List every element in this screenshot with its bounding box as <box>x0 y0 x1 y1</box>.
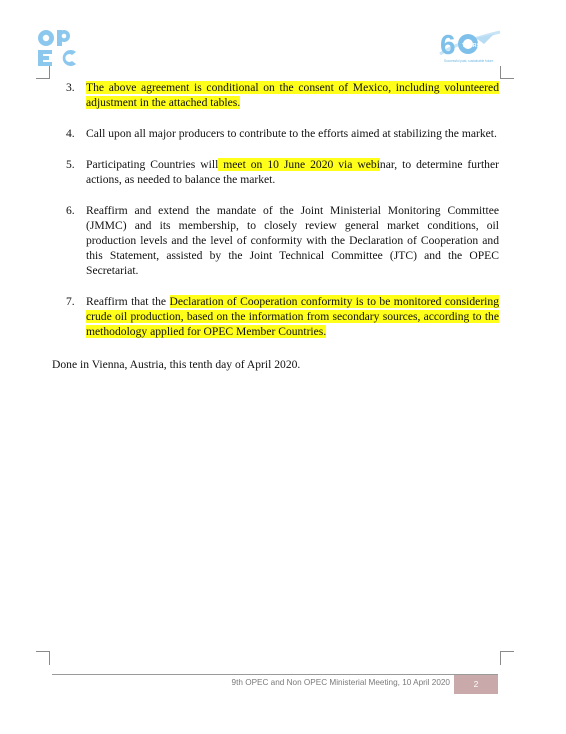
list-item-5 <box>52 157 499 187</box>
item-text <box>86 126 499 141</box>
item-text <box>86 80 499 110</box>
item-text-pre: Call upon all major producers to contribute to the efforts aimed at stabilizing the market. <box>86 127 497 140</box>
list-item-4 <box>52 126 499 141</box>
opec-60-years-logo <box>438 24 502 68</box>
item-text-pre: Reaffirm that the <box>86 295 170 308</box>
item-number: 7. <box>66 295 75 308</box>
footer-text: 9th OPEC and Non OPEC Ministerial Meeting, 10 April 2020 <box>231 678 450 687</box>
logo-tagline: Successful past, sustainable future <box>444 59 494 63</box>
svg-text:6: 6 <box>440 29 456 60</box>
item-text <box>86 294 499 339</box>
item-text-pre: Participating Countries will <box>86 158 219 171</box>
list-item-6 <box>52 203 499 278</box>
logo-years-text: YEARS <box>462 43 481 49</box>
footer-divider <box>52 674 498 675</box>
highlighted-text: Declaration of Cooperation conformity is to be monitored considering crude oil production, based on the information from secondary sources, according to the methodology applied for OPEC Member Countries. <box>86 295 499 338</box>
highlighted-text: meet on 10 June 2020 via webi <box>218 158 380 171</box>
crop-mark-top-left <box>36 66 50 79</box>
item-text-pre: Reaffirm and extend the mandate of the Joint Ministerial Monitoring Committee (JMMC) and its membership, to closely review general market conditions, oil production levels and the level of conformity with the Declaration of Cooperation and this Statement, assisted by the Joint Technical Committee (JTC) and the OPEC Secretariat. <box>86 204 499 277</box>
item-number: 6. <box>66 204 75 217</box>
crop-mark-bottom-left <box>36 651 50 665</box>
list-item-3 <box>52 80 499 110</box>
page-number: 2 <box>454 675 498 694</box>
opec-logo-icon <box>36 28 80 68</box>
closing-statement: Done in Vienna, Austria, this tenth day of April 2020. <box>52 358 301 371</box>
item-number: 5. <box>66 158 75 171</box>
item-text <box>86 203 499 278</box>
highlighted-text: The above agreement is conditional on the consent of Mexico, including volunteered adjustment in the attached tables. <box>86 81 499 109</box>
item-number: 3. <box>66 81 75 94</box>
item-number: 4. <box>66 127 75 140</box>
document-body <box>52 80 499 384</box>
item-text <box>86 157 499 187</box>
list-item-7 <box>52 294 499 339</box>
item-text-post: nar, to determine further actions, as needed to balance the market. <box>86 158 499 186</box>
crop-mark-top-right <box>500 66 514 79</box>
crop-mark-bottom-right <box>500 651 514 665</box>
